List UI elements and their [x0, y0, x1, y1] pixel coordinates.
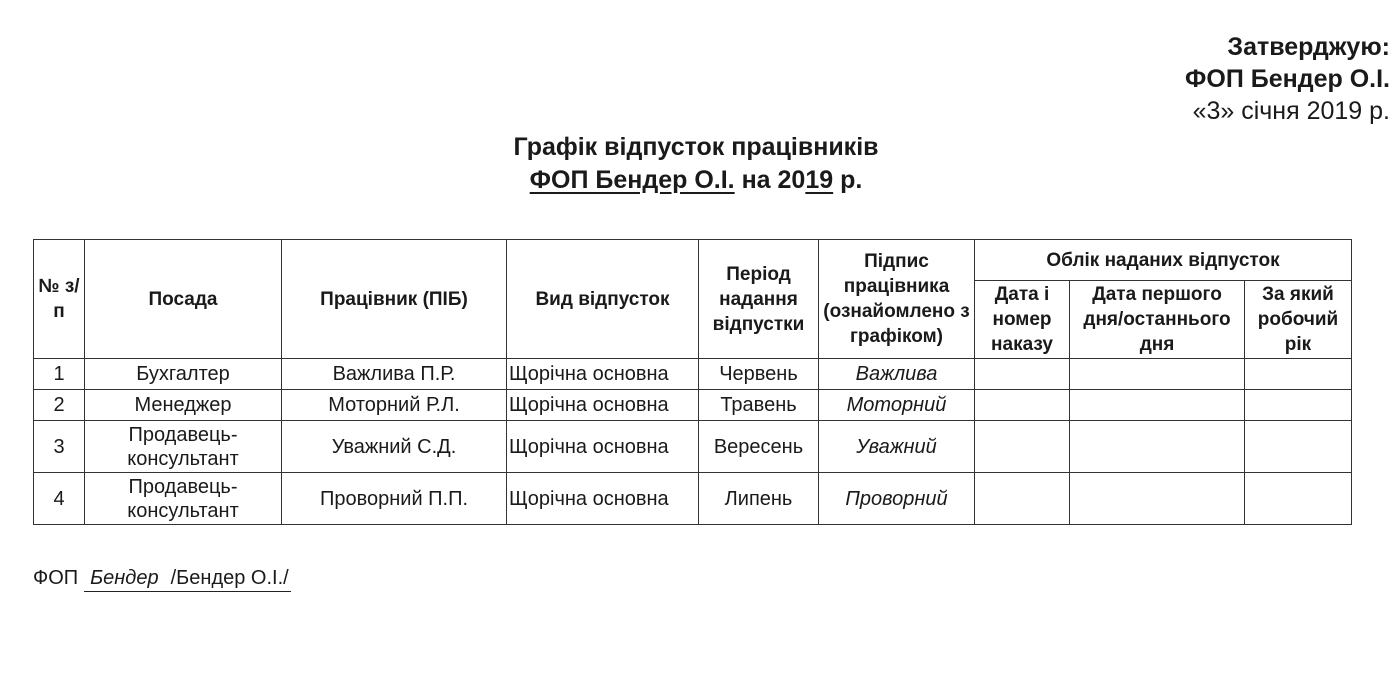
header-signature: Підпис працівника (ознайомлено з графіком) — [819, 240, 975, 359]
cell-work-year — [1245, 421, 1352, 473]
cell-num: 4 — [34, 473, 85, 525]
approval-label: Затверджую: — [1227, 33, 1390, 61]
cell-period: Липень — [699, 473, 819, 525]
cell-num: 2 — [34, 390, 85, 421]
footer-signature — [33, 565, 291, 592]
approval-date: «3» січня 2019 р. — [1192, 97, 1390, 125]
title-org: ФОП Бендер О.І. — [529, 166, 735, 194]
table-row — [34, 421, 1352, 473]
header-kind: Вид відпусток — [507, 240, 699, 359]
header-employee: Працівник (ПІБ) — [282, 240, 507, 359]
cell-dates — [1070, 421, 1245, 473]
signature-line — [84, 565, 291, 592]
header-record-group: Облік наданих відпусток — [975, 240, 1352, 281]
document-title — [0, 131, 1392, 197]
cell-signature: Уважний — [819, 421, 975, 473]
cell-period: Травень — [699, 390, 819, 421]
cell-num: 1 — [34, 359, 85, 390]
table-row — [34, 359, 1352, 390]
cell-signature: Моторний — [819, 390, 975, 421]
cell-employee: Проворний П.П. — [282, 473, 507, 525]
header-work-year: За який робочий рік — [1245, 281, 1352, 359]
title-line-1: Графік відпусток працівників — [513, 133, 879, 161]
cell-position: Менеджер — [85, 390, 282, 421]
cell-kind: Щорічна основна — [507, 473, 699, 525]
cell-dates — [1070, 473, 1245, 525]
cell-dates — [1070, 359, 1245, 390]
cell-order — [975, 473, 1070, 525]
title-year-suffix: 19 — [805, 166, 834, 194]
approval-block — [1185, 31, 1390, 127]
header-num: № з/п — [34, 240, 85, 359]
table-row — [34, 390, 1352, 421]
title-year-prefix: на 20 — [741, 166, 806, 194]
vacation-schedule-table — [33, 239, 1352, 525]
cell-employee: Уважний С.Д. — [282, 421, 507, 473]
footer-name: /Бендер О.І./ — [170, 567, 289, 589]
title-year-unit: р. — [840, 166, 863, 194]
header-position: Посада — [85, 240, 282, 359]
cell-num: 3 — [34, 421, 85, 473]
footer-prefix: ФОП — [33, 567, 79, 589]
table-row — [34, 473, 1352, 525]
title-line-2 — [0, 164, 1392, 197]
cell-signature: Важлива — [819, 359, 975, 390]
cell-position: Бухгалтер — [85, 359, 282, 390]
cell-employee: Важлива П.Р. — [282, 359, 507, 390]
cell-kind: Щорічна основна — [507, 421, 699, 473]
cell-position: Продавець-консультант — [85, 473, 282, 525]
header-dates: Дата першого дня/останнього дня — [1070, 281, 1245, 359]
cell-kind: Щорічна основна — [507, 390, 699, 421]
cell-period: Вересень — [699, 421, 819, 473]
cell-work-year — [1245, 359, 1352, 390]
cell-order — [975, 421, 1070, 473]
cell-signature: Проворний — [819, 473, 975, 525]
header-period: Період надання відпустки — [699, 240, 819, 359]
cell-dates — [1070, 390, 1245, 421]
cell-work-year — [1245, 390, 1352, 421]
cell-kind: Щорічна основна — [507, 359, 699, 390]
cell-position: Продавець-консультант — [85, 421, 282, 473]
footer-signature-text: Бендер — [90, 567, 159, 589]
cell-order — [975, 390, 1070, 421]
cell-order — [975, 359, 1070, 390]
cell-period: Червень — [699, 359, 819, 390]
header-order: Дата і номер наказу — [975, 281, 1070, 359]
cell-employee: Моторний Р.Л. — [282, 390, 507, 421]
approval-signer: ФОП Бендер О.І. — [1185, 65, 1390, 93]
cell-work-year — [1245, 473, 1352, 525]
